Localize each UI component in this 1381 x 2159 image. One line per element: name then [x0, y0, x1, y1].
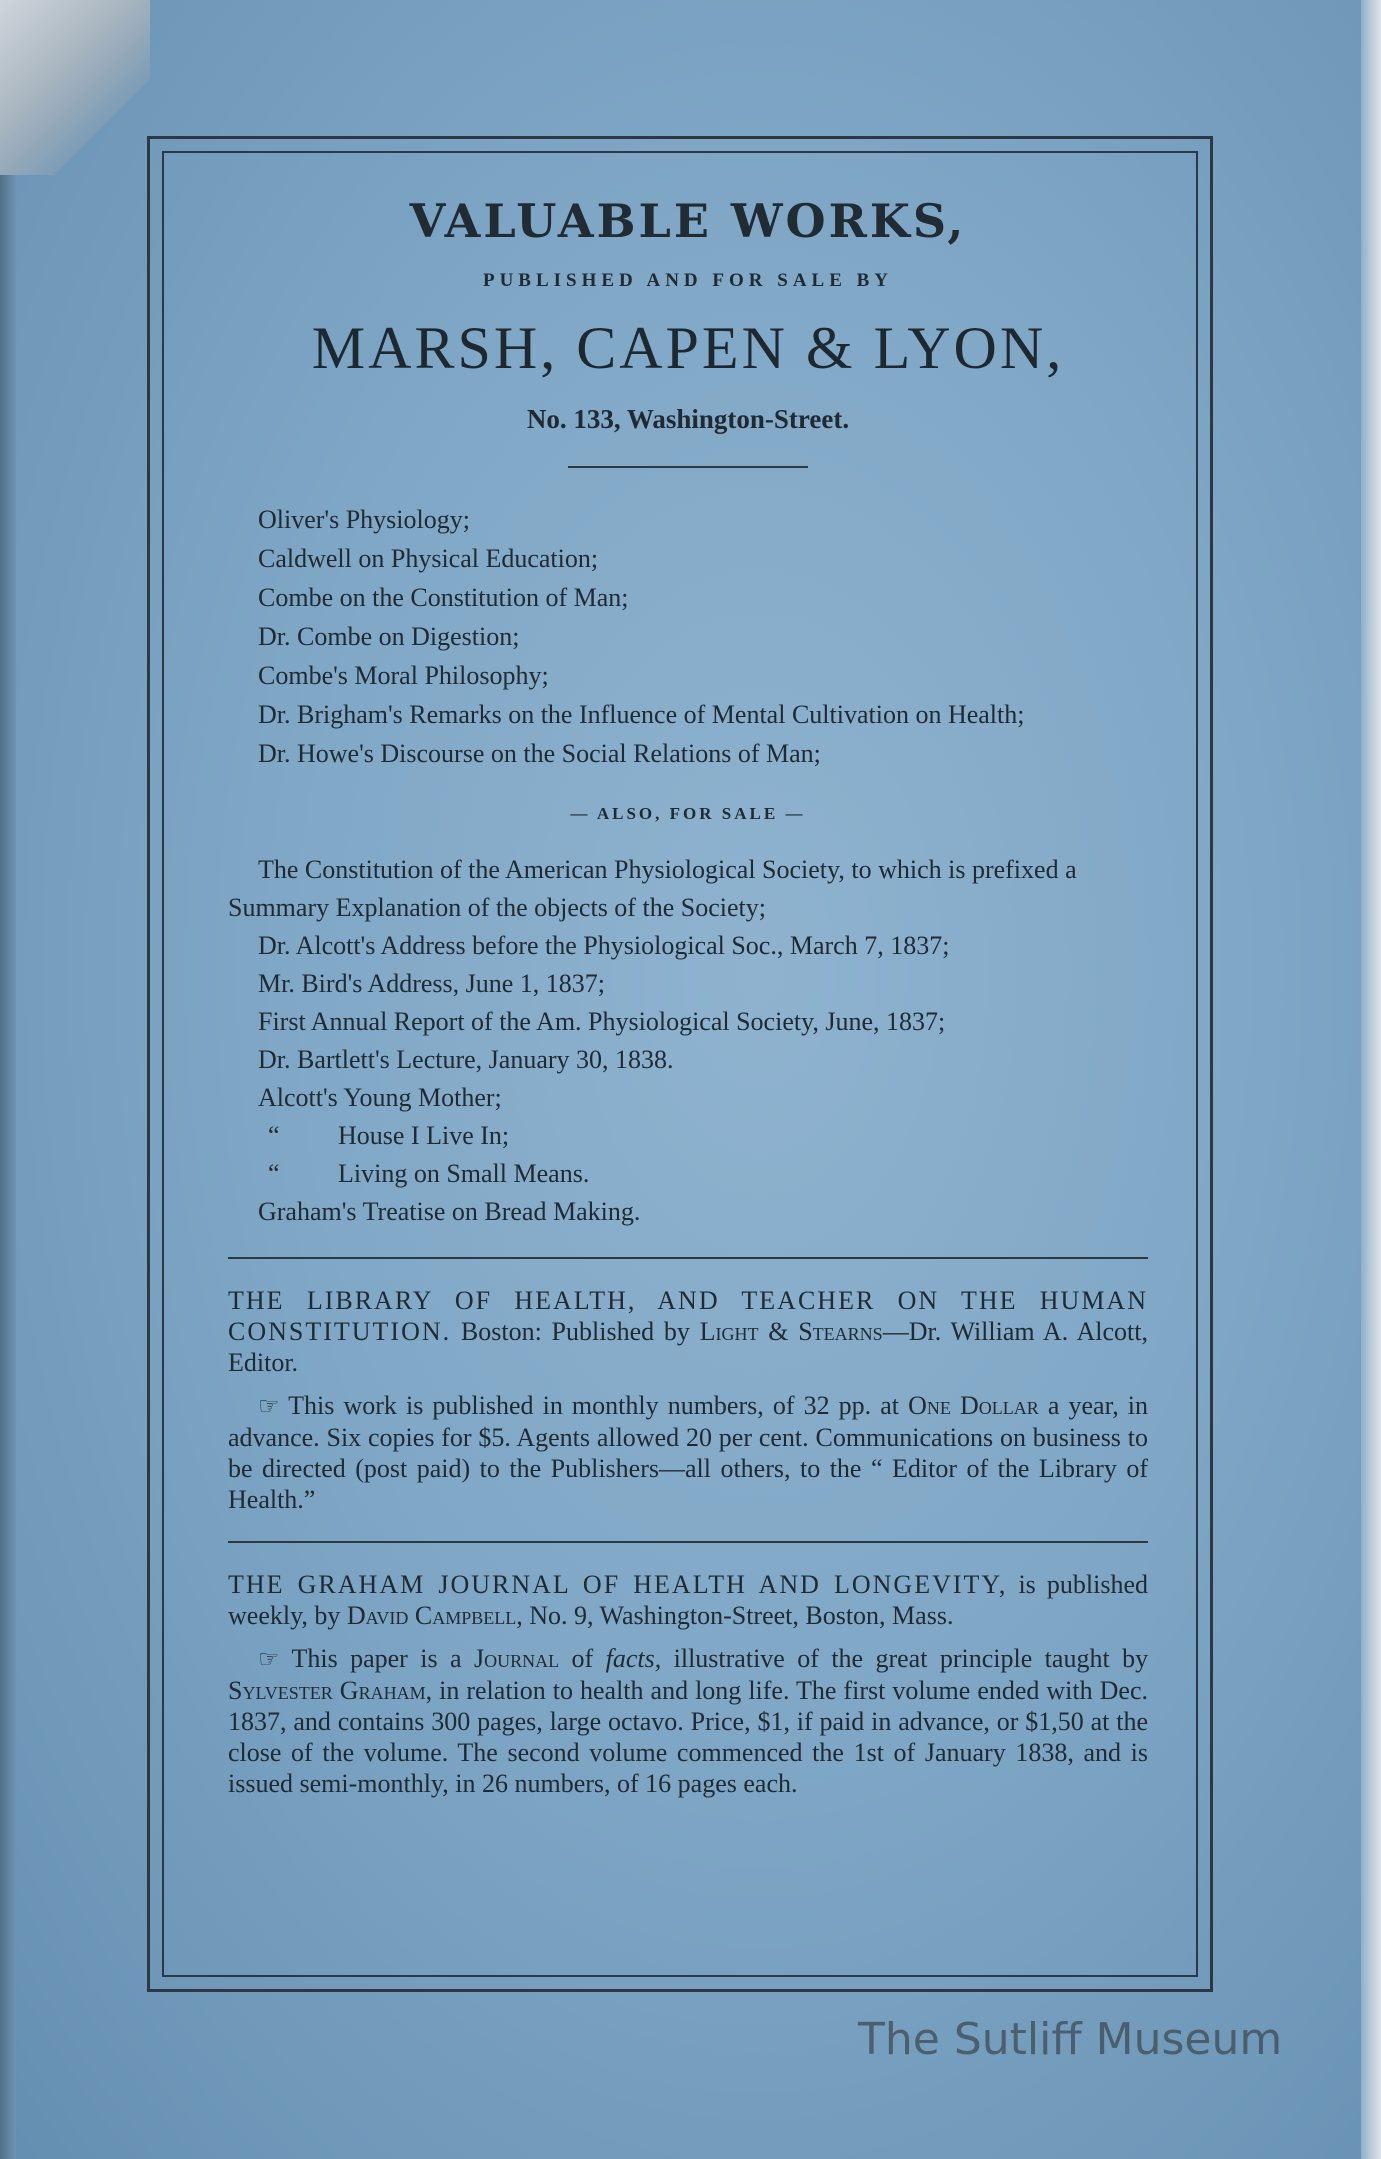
graham-title: THE GRAHAM JOURNAL OF HEALTH AND LONGEVITY,: [228, 1570, 1008, 1599]
list-item: Dr. Brigham's Remarks on the Influence of Mental Cultivation on Health;: [258, 700, 1025, 729]
list-item: [228, 1155, 1148, 1193]
page-edge: [1361, 0, 1381, 2159]
divider: [228, 1257, 1148, 1259]
graham-notice-d: , in relation to health and long life. The first volume ended with Dec. 1837, and contains 300 pages, large octavo. Price, $1, if paid in advance, or $1,50 at the close of the volume. The second volume commenced the 1st of January 1838, and is issued semi-monthly, in 26 numbers, of 16 pages each.: [228, 1676, 1148, 1798]
ditto-mark: “: [268, 1159, 280, 1188]
subtitle: PUBLISHED AND FOR SALE BY: [482, 270, 894, 291]
list-item: Oliver's Physiology;: [258, 505, 470, 534]
list-item: Combe's Moral Philosophy;: [258, 661, 549, 690]
ditto-item-label: Living on Small Means.: [338, 1159, 590, 1188]
library-title: THE LIBRARY OF HEALTH, AND TEACHER ON THE HUMAN CONSTITUTION.: [228, 1286, 1148, 1346]
pointing-hand-icon: ☞: [258, 1392, 280, 1420]
also-for-sale-heading: — ALSO, FOR SALE —: [570, 804, 806, 823]
graham-intro-a: is published weekly, by: [228, 1570, 1149, 1630]
list-item: Dr. Bartlett's Lecture, January 30, 1838.: [258, 1045, 674, 1074]
library-of-health-heading: [228, 1285, 1148, 1378]
advertisement-content: [228, 190, 1148, 1950]
list-item: Graham's Treatise on Bread Making.: [258, 1197, 641, 1226]
publisher-address: No. 133, Washington-Street.: [526, 404, 850, 434]
graham-journal-notice: [228, 1643, 1148, 1799]
graham-journal-heading: [228, 1569, 1148, 1631]
torn-corner: [0, 0, 150, 175]
library-price: One Dollar: [908, 1391, 1039, 1420]
divider: [568, 466, 808, 468]
list-item: The Constitution of the American Physiological Society, to which is prefixed a Summary Explanation of the objects of the Society;: [228, 855, 1077, 922]
publisher-name: MARSH, CAPEN & LYON,: [311, 315, 1065, 381]
library-of-health-notice: [228, 1390, 1148, 1515]
list-item: [228, 1117, 1148, 1155]
also-for-sale-list: [228, 851, 1148, 1231]
library-publisher: Light & Stearns: [699, 1317, 883, 1346]
ditto-item-label: House I Live In;: [338, 1121, 510, 1150]
graham-facts-word: facts,: [605, 1644, 662, 1673]
book-list: [228, 500, 1148, 773]
graham-author: Sylvester Graham: [228, 1676, 426, 1705]
library-intro-a: Boston: Published by: [460, 1317, 690, 1346]
graham-notice-a: This paper is a: [291, 1644, 462, 1673]
list-item: First Annual Report of the Am. Physiological Society, June, 1837;: [258, 1007, 946, 1036]
pointing-hand-icon: ☞: [258, 1645, 280, 1673]
graham-notice-c: illustrative of the great principle taught by: [673, 1644, 1149, 1673]
graham-publisher: David Campbell: [346, 1601, 517, 1630]
graham-notice-b: of: [571, 1644, 594, 1673]
list-item: Mr. Bird's Address, June 1, 1837;: [258, 969, 606, 998]
list-item: Dr. Howe's Discourse on the Social Relations of Man;: [258, 739, 821, 768]
library-notice-b: a year, in advance. Six copies for $5. Agents allowed 20 per cent. Communications on business to be directed (post paid) to the Publishers—all others, to the “ Editor of the Library of Health.”: [228, 1391, 1149, 1514]
page-title: VALUABLE WORKS,: [409, 194, 967, 248]
library-notice-a: This work is published in monthly numbers, of 32 pp. at: [288, 1391, 900, 1420]
list-item: Combe on the Constitution of Man;: [258, 583, 629, 612]
graham-intro-b: , No. 9, Washington-Street, Boston, Mass.: [516, 1601, 954, 1630]
list-item: Dr. Combe on Digestion;: [258, 622, 520, 651]
list-item: Caldwell on Physical Education;: [258, 544, 599, 573]
binding-edge: [0, 0, 16, 2159]
museum-watermark: The Sutliff Museum: [858, 2014, 1283, 2065]
library-intro-b: —Dr. William A. Alcott, Editor.: [228, 1317, 1149, 1377]
list-item: Alcott's Young Mother;: [258, 1083, 502, 1112]
ditto-mark: “: [268, 1121, 280, 1150]
divider: [228, 1541, 1148, 1543]
list-item: Dr. Alcott's Address before the Physiological Soc., March 7, 1837;: [258, 931, 950, 960]
graham-journal-word: Journal: [473, 1644, 560, 1673]
